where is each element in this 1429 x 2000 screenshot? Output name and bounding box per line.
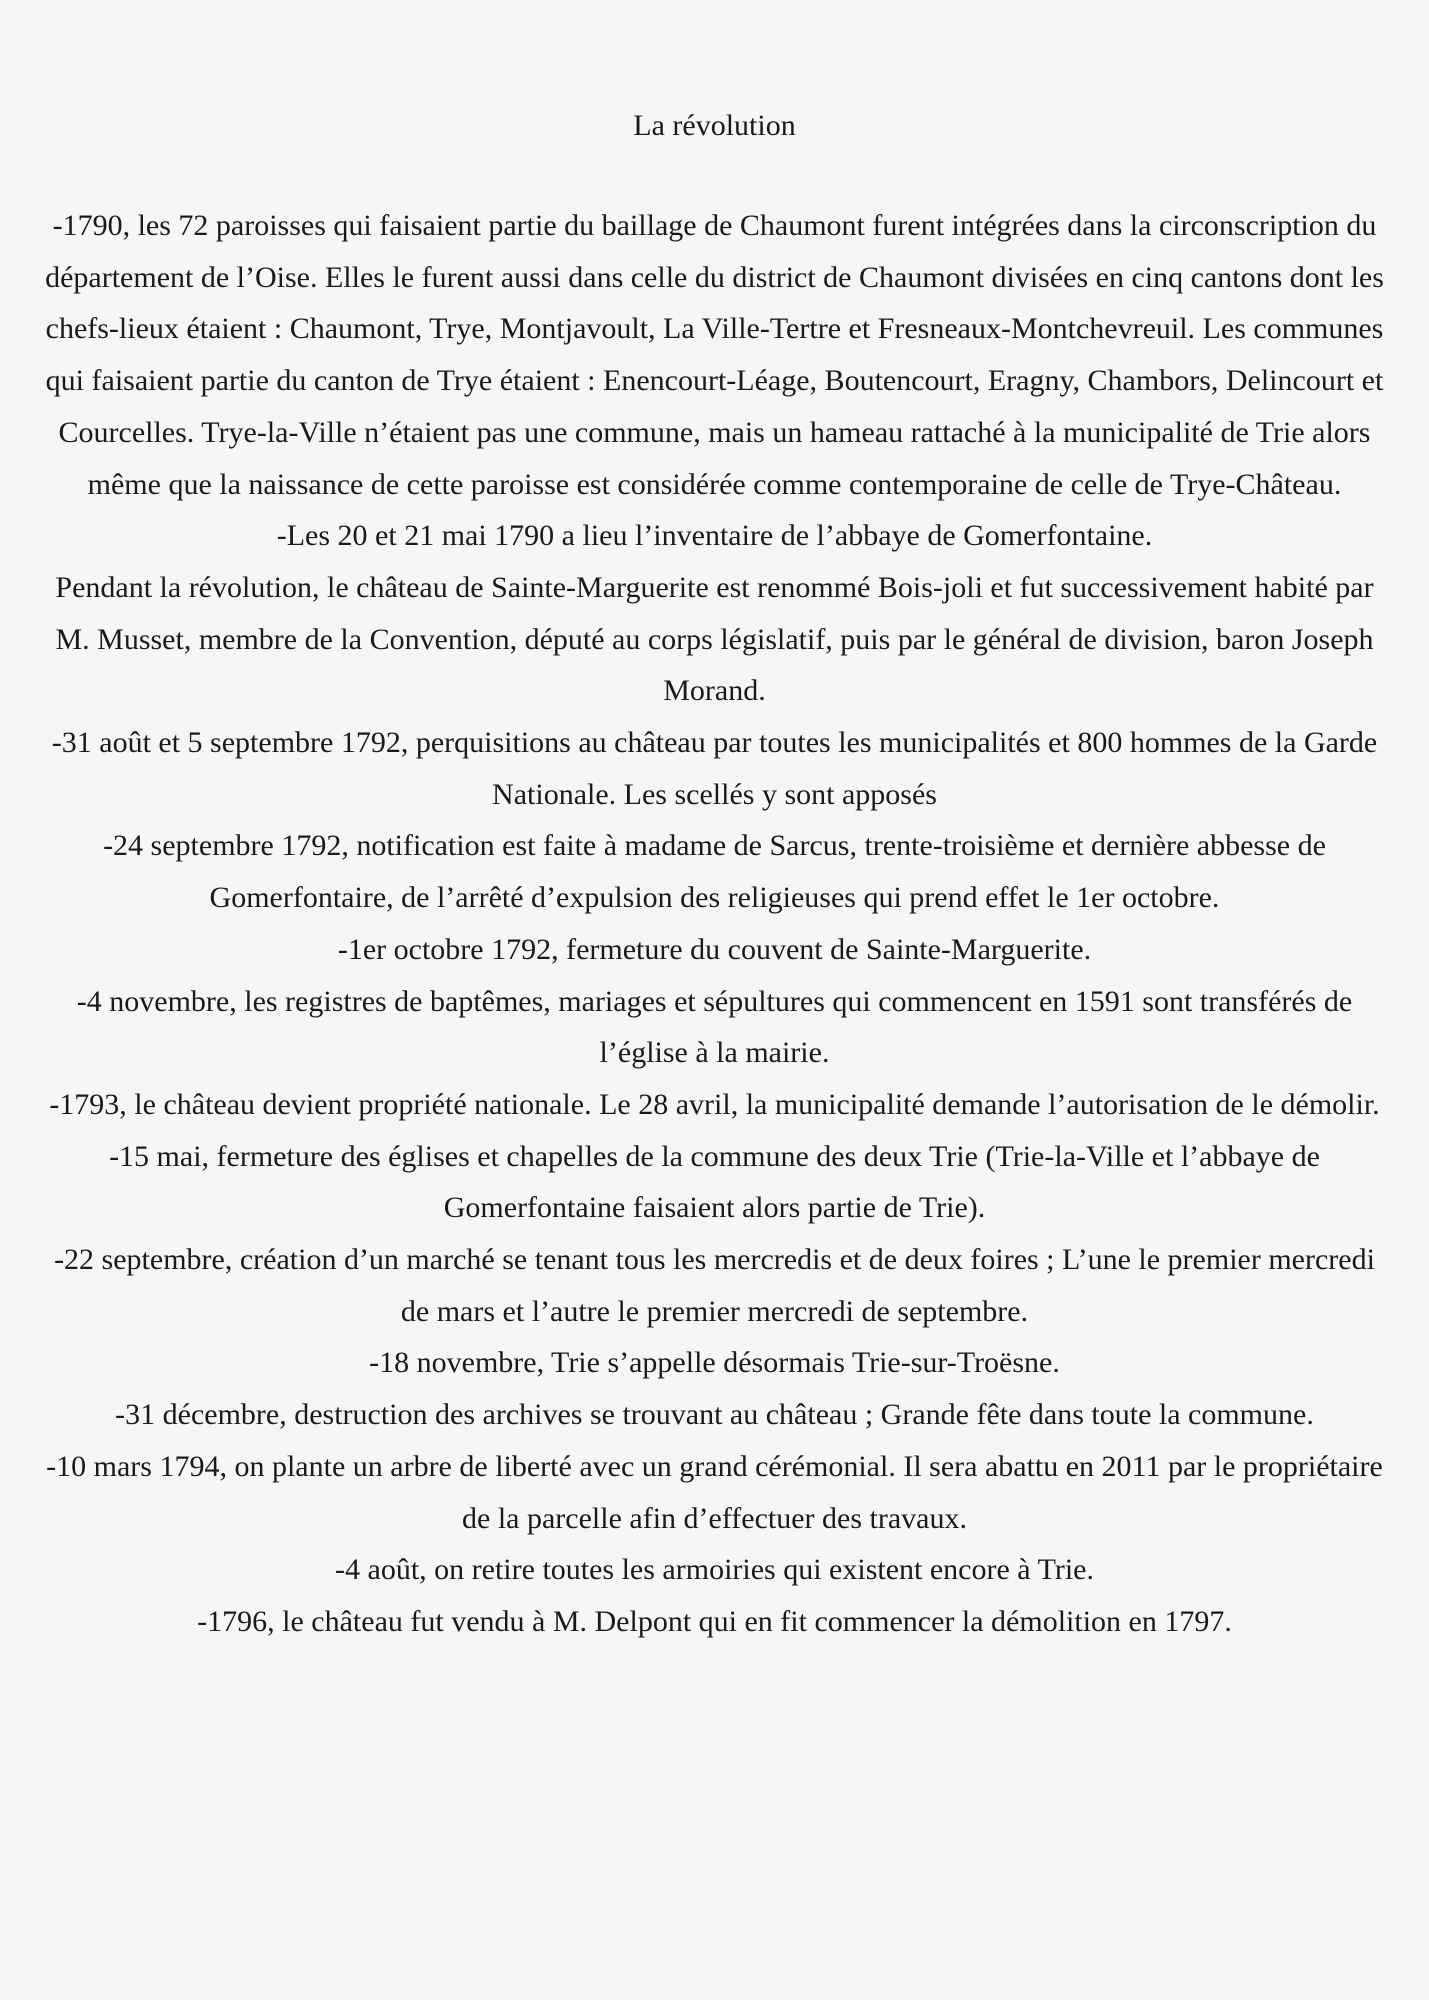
paragraph-archives: -31 décembre, destruction des archives se trouvant au château ; Grande fête dans toute la commune. (115, 1398, 1314, 1432)
paragraph-marche: -22 septembre, création d’un marché se tenant tous les mercredis et de deux foires ; L’une le premier mercredi de mars et l’autre le premier mercredi de septembre. (54, 1243, 1375, 1328)
paragraph-fermeture-couvent: -1er octobre 1792, fermeture du couvent de Sainte-Marguerite. (337, 932, 1092, 966)
document-body (44, 200, 1385, 1648)
document-title: La révolution (633, 109, 796, 142)
paragraph-fermeture-eglises: -15 mai, fermeture des églises et chapelles de la commune des deux Trie (Trie-la-Ville et l’abbaye de Gomerfontaine faisaient alors partie de Trie). (109, 1139, 1320, 1225)
paragraph-arbre-liberte: -10 mars 1794, on plante un arbre de liberté avec un grand cérémonial. Il sera abattu en 2011 par le propriétaire de la parcelle afin d’effectuer des travaux. (46, 1449, 1383, 1535)
paragraph-bois-joli: Pendant la révolution, le château de Sainte-Marguerite est renommé Bois-joli et fut successivement habité par M. Musset, membre de la Convention, député au corps législatif, puis par le général de division, baron Joseph Morand. (55, 570, 1374, 708)
paragraph-inventaire: -Les 20 et 21 mai 1790 a lieu l’inventaire de l’abbaye de Gomerfontaine. (276, 519, 1153, 553)
paragraph-expulsion: -24 septembre 1792, notification est faite à madame de Sarcus, trente-troisième et dernière abbesse de Gomerfontaire, de l’arrêté d’expulsion des religieuses qui prend effet le 1er octobre. (103, 829, 1326, 915)
paragraph-1790: -1790, les 72 paroisses qui faisaient partie du baillage de Chaumont furent intégrées dans la circonscription du département de l’Oise. Elles le furent aussi dans celle du district de Chaumont divisées en cinq cantons dont les chefs-lieux étaient : Chaumont, Trye, Montjavoult, La Ville-Tertre et Fresneaux-Montchevreuil. Les communes qui faisaient partie du canton de Trye étaient : Enencourt-Léage, Boutencourt, Eragny, Chambors, Delincourt et Courcelles. Trye-la-Ville n’étaient pas une commune, mais un hameau rattaché à la municipalité de Trie alors même que la naissance de cette paroisse est considérée comme contemporaine de celle de Trye-Château. (45, 209, 1384, 501)
paragraph-1796: -1796, le château fut vendu à M. Delpont qui en fit commencer la démolition en 1797. (197, 1604, 1232, 1638)
paragraph-1793: -1793, le château devient propriété nationale. Le 28 avril, la municipalité demande l’autorisation de le démolir. (49, 1087, 1380, 1121)
paragraph-perquisitions: -31 août et 5 septembre 1792, perquisitions au château par toutes les municipalités et 800 hommes de la Garde Nationale. Les scellés y sont apposés (51, 726, 1378, 811)
paragraph-trie-sur-troesne: -18 novembre, Trie s’appelle désormais Trie-sur-Troësne. (369, 1346, 1060, 1380)
paragraph-armoiries: -4 août, on retire toutes les armoiries qui existent encore à Trie. (335, 1553, 1094, 1587)
paragraph-registres: -4 novembre, les registres de baptêmes, mariages et sépultures qui commencent en 1591 sont transférés de l’église à la mairie. (76, 984, 1353, 1070)
